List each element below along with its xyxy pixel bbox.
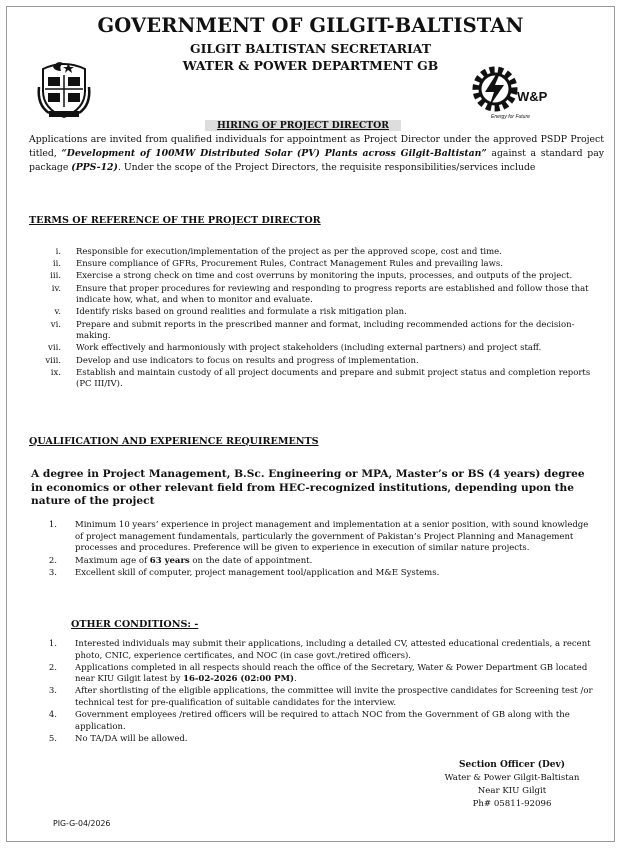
list-item bbox=[47, 556, 593, 568]
list-item-text: Interested individuals may submit their applications, including a detailed CV, attested educational credentials, a recent photo, CNIC, experience certificates, and NOC (in case govt./retired officers). bbox=[75, 639, 591, 661]
list-item-number: 2. bbox=[48, 662, 57, 673]
list-item-text: Ensure compliance of GFRs, Procurement Rules, Contract Management Rules and prevailing laws. bbox=[76, 259, 503, 270]
logo-tagline: Energy for Future bbox=[491, 114, 530, 120]
list-item-number: i. bbox=[55, 247, 61, 257]
list-item-number: 3. bbox=[48, 568, 57, 579]
list-item bbox=[43, 271, 591, 283]
list-item-number: v. bbox=[54, 307, 61, 318]
other-conditions-list bbox=[47, 639, 593, 745]
list-item bbox=[47, 686, 593, 709]
reference-number: PIG-G-04/2026 bbox=[53, 819, 111, 828]
list-item-number: iii. bbox=[50, 271, 61, 282]
list-item bbox=[47, 710, 593, 733]
list-item-text: Excellent skill of computer, project management tool/application and M&E Systems. bbox=[75, 568, 440, 579]
degree-requirement: A degree in Project Management, B.Sc. Engineering or MPA, Master’s or BS (4 years) degree in economics or other relevant field from HEC-recognized institutions, depending upon the nature of the project bbox=[31, 468, 585, 508]
list-item-text: Responsible for execution/implementation of the project as per the approved scope, cost and time. bbox=[76, 247, 502, 257]
list-item bbox=[43, 343, 591, 355]
qualification-heading: QUALIFICATION AND EXPERIENCE REQUIREMENTS bbox=[29, 436, 319, 447]
signature-block bbox=[427, 759, 597, 811]
list-item bbox=[43, 259, 591, 271]
list-item-pre: Applications completed in all respects should reach the office of the Secretary, Water & Power Department GB located near KIU Gilgit latest by bbox=[75, 662, 588, 685]
list-item bbox=[43, 320, 591, 343]
list-item-text: Minimum 10 years’ experience in project management and implementation at a senior position, with sound knowledge of project management fundamentals, particularly the government of Pakistan’s Project Planning and Management processes and procedures. Preference will be given to experience in execution of similar nature projects. bbox=[75, 520, 589, 554]
list-item bbox=[47, 568, 593, 580]
list-item-number: 4. bbox=[48, 710, 57, 721]
list-item-number: vi. bbox=[50, 319, 61, 330]
list-item-number: vii. bbox=[48, 343, 61, 354]
list-item bbox=[43, 356, 591, 368]
list-item-text: After shortlisting of the eligible applications, the committee will invite the prospective candidates for Screening test /or technical test for pre-qualification of suitable candidates for the interview. bbox=[75, 686, 593, 708]
pay-package: (PPS-12) bbox=[71, 162, 118, 173]
list-item-number: 1. bbox=[48, 520, 57, 530]
list-item-text: Exercise a strong check on time and cost overruns by monitoring the inputs, processes, and outputs of the project. bbox=[76, 271, 573, 282]
list-item bbox=[47, 734, 593, 746]
list-item-number: 2. bbox=[48, 555, 57, 566]
list-item bbox=[47, 520, 593, 555]
list-item-number: ii. bbox=[52, 259, 61, 270]
list-item-text: Ensure that proper procedures for reviewing and responding to progress reports are established and follow those that indicate how, what, and when to monitor and evaluate. bbox=[76, 283, 589, 306]
intro-part1: Applications are invited from qualified individuals for appointment as Project Director under the approved PSDP Project titled, bbox=[29, 134, 604, 159]
signature-phone: Ph# 05811-92096 bbox=[472, 799, 552, 809]
list-item bbox=[47, 663, 593, 686]
list-item-number: viii. bbox=[45, 355, 61, 366]
list-item bbox=[43, 247, 591, 259]
list-item-pre: Maximum age of bbox=[75, 555, 150, 566]
qualification-list bbox=[47, 520, 593, 580]
signature-title: Section Officer (Dev) bbox=[459, 760, 565, 770]
intro-part3: . Under the scope of the Project Directors, the requisite responsibilities/services include bbox=[117, 162, 536, 173]
terms-list bbox=[43, 247, 591, 391]
list-item-number: iv. bbox=[51, 283, 61, 294]
list-item-bold: 63 years bbox=[149, 555, 190, 566]
list-item-number: ix. bbox=[50, 367, 61, 378]
government-title: GOVERNMENT OF GILGIT-BALTISTAN bbox=[97, 14, 524, 37]
wp-logo bbox=[467, 61, 567, 121]
list-item bbox=[47, 639, 593, 662]
list-item-post: . bbox=[294, 674, 297, 685]
intro-paragraph bbox=[29, 133, 604, 175]
intro-part2: against a standard pay package bbox=[29, 148, 604, 173]
list-item-number: 5. bbox=[48, 733, 57, 744]
signature-line2: Near KIU Gilgit bbox=[477, 786, 547, 796]
list-item bbox=[43, 284, 591, 307]
list-item-bold: 16-02-2026 (02:00 PM) bbox=[183, 674, 295, 685]
list-item-number: 3. bbox=[48, 686, 57, 697]
hiring-title: HIRING OF PROJECT DIRECTOR bbox=[205, 120, 401, 131]
list-item-text: Develop and use indicators to focus on results and progress of implementation. bbox=[76, 355, 419, 366]
list-item-post: on the date of appointment. bbox=[189, 555, 313, 566]
gear-lightning-icon bbox=[467, 61, 523, 117]
signature-line1: Water & Power Gilgit-Baltistan bbox=[444, 773, 580, 783]
list-item bbox=[43, 307, 591, 319]
project-title: “Development of 100MW Distributed Solar (PV) Plants across Gilgit-Baltistan” bbox=[61, 148, 487, 159]
secretariat-title: GILGIT BALTISTAN SECRETARIAT bbox=[190, 41, 431, 56]
list-item bbox=[43, 368, 591, 391]
government-emblem-icon bbox=[35, 57, 93, 119]
list-item-text: No TA/DA will be allowed. bbox=[75, 733, 188, 744]
list-item-text: Government employees /retired officers will be required to attach NOC from the Government of GB along with the application. bbox=[75, 710, 570, 732]
advertisement-page bbox=[6, 6, 615, 842]
list-item-text: Work effectively and harmoniously with project stakeholders (including external partners) and project staff. bbox=[76, 343, 542, 354]
logo-wordmark: W&P bbox=[517, 89, 548, 104]
other-conditions-heading: OTHER CONDITIONS: - bbox=[71, 619, 199, 630]
list-item-text: Establish and maintain custody of all project documents and prepare and submit project status and completion reports (PC III/IV). bbox=[76, 367, 591, 390]
terms-heading: TERMS OF REFERENCE OF THE PROJECT DIRECTOR bbox=[29, 215, 321, 226]
list-item-number: 1. bbox=[48, 639, 57, 649]
list-item-text: Identify risks based on ground realities and formulate a risk mitigation plan. bbox=[76, 307, 407, 318]
department-title: WATER & POWER DEPARTMENT GB bbox=[182, 58, 439, 73]
list-item-text: Prepare and submit reports in the prescribed manner and format, including recommended actions for the decision-making. bbox=[76, 319, 575, 342]
